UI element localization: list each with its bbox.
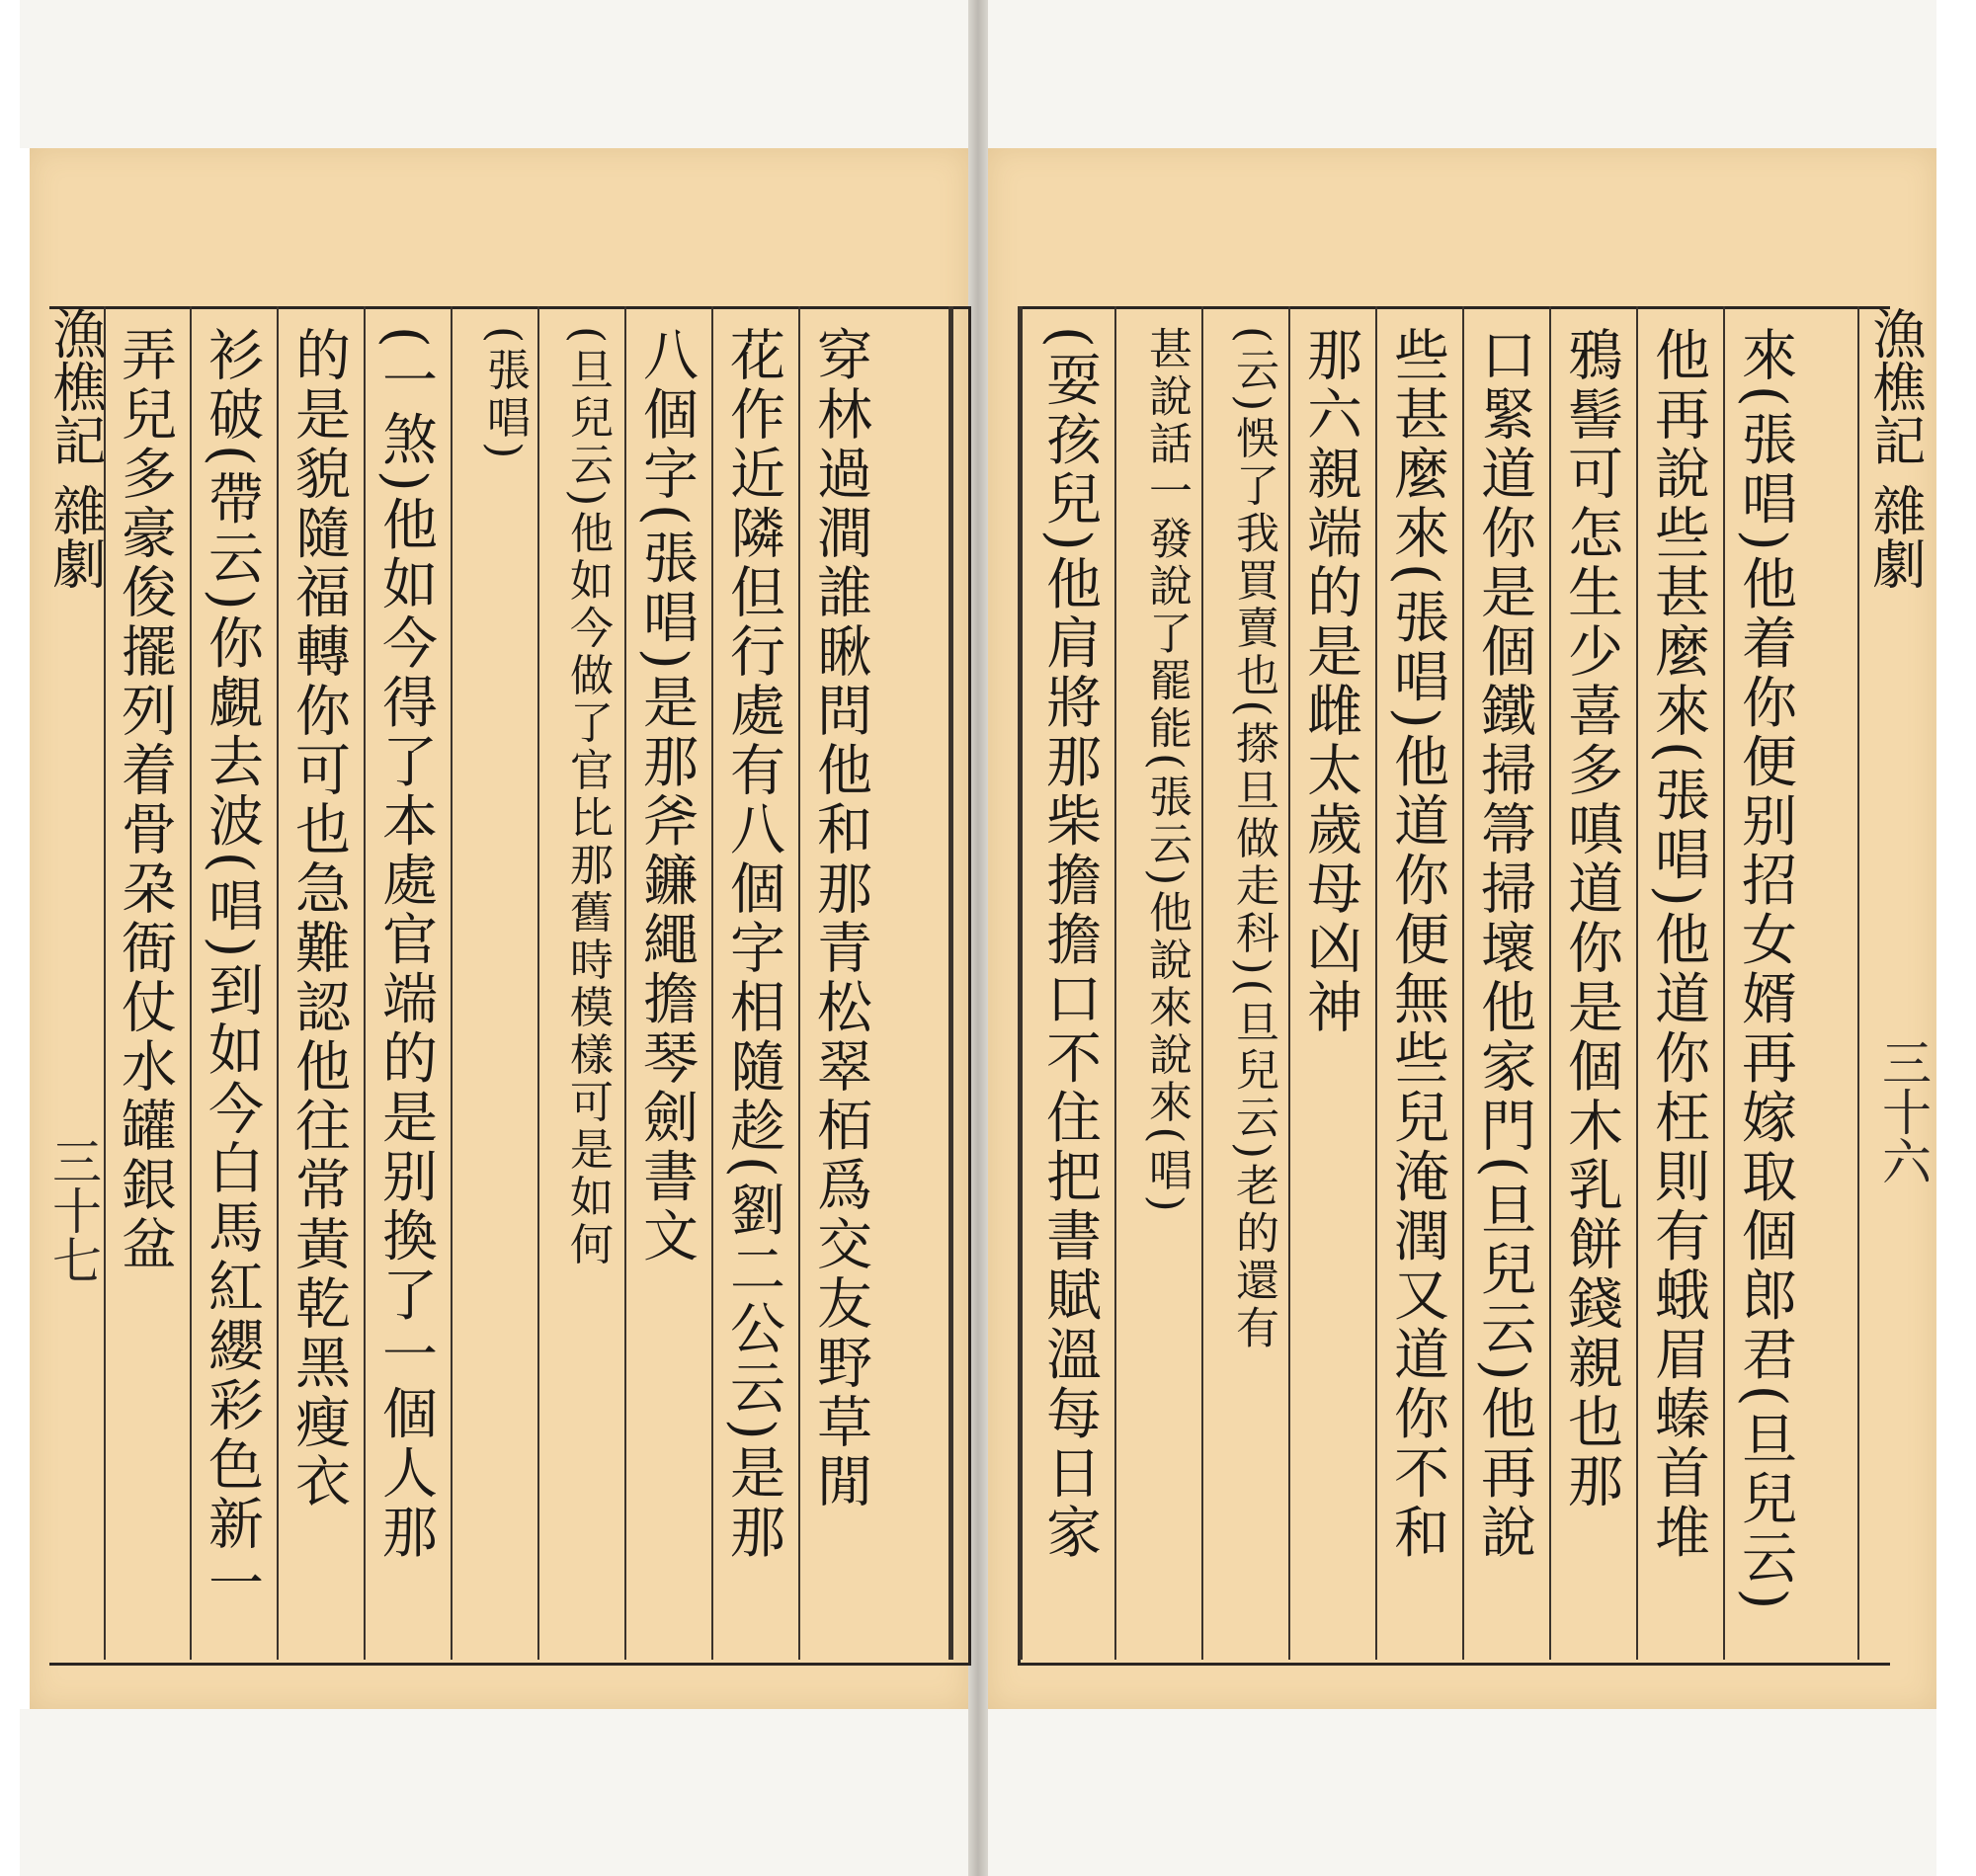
left-col-5: (張唱)	[479, 326, 530, 463]
left-margin-title: 漁樵記 雜劇	[44, 306, 107, 591]
left-rule-0	[104, 306, 106, 1660]
paper-bottom-edge-left	[20, 1709, 968, 1876]
left-col-9: 弄兒多豪俊擺列着骨朶衙仗水罐銀盆	[113, 326, 177, 1274]
left-rule-3	[364, 306, 366, 1660]
left-page	[30, 148, 968, 1709]
right-margin-title: 漁樵記 雜劇	[1864, 306, 1927, 591]
right-col-2: 他再說些甚麼來(張唱)他道你枉則有蛾眉螓首堆	[1646, 326, 1710, 1563]
left-col-6: (一煞)他如今得了本處官端的是别換了一個人那	[373, 326, 438, 1563]
right-col-8: 甚說話一發說了罷能(張云)他說來說來(唱)	[1141, 326, 1192, 1216]
right-col-4: 口緊道你是個鐵掃箒掃壞他家門(旦兒云)他再說	[1472, 326, 1536, 1563]
left-rule-main	[948, 306, 953, 1660]
right-folio: 三十六	[1874, 1037, 1932, 1185]
left-rule-4	[451, 306, 453, 1660]
right-rule-8	[1723, 306, 1725, 1660]
right-rule-7	[1636, 306, 1638, 1660]
paper-top-edge-right	[988, 0, 1936, 148]
right-col-1: 來(張唱)他着你便别招女婿再嫁取個郎君(旦兒云)	[1733, 326, 1797, 1614]
book-gutter	[968, 0, 988, 1876]
right-rule-3	[1288, 306, 1290, 1660]
right-col-7: (云)悞了我買賣也(搽旦做走科)(旦兒云)老的還有	[1228, 326, 1278, 1352]
right-rule-5	[1462, 306, 1464, 1660]
left-folio: 三十七	[44, 1136, 102, 1284]
left-col-2: 花作近隣但行處有八個字相隨趁(劉二公云)是那	[721, 326, 785, 1563]
right-rule-1	[1114, 306, 1116, 1660]
left-col-1: 穿林過澗誰瞅問他和那青松翠栢爲交友野草閒	[808, 326, 872, 1511]
left-rule-2	[277, 306, 279, 1660]
right-page	[988, 148, 1936, 1709]
right-col-6: 那六親端的是雌太歲母凶神	[1298, 326, 1362, 1037]
left-col-3: 八個字(張唱)是那斧鐮繩擔琴劍書文	[634, 326, 699, 1266]
right-col-3: 鴉髻可怎生少喜多嗔道你是個木乳餅錢親也那	[1559, 326, 1623, 1511]
left-col-8: 衫破(帶云)你覷去波(唱)到如今白馬紅纓彩色新一	[200, 326, 264, 1614]
left-rule-1	[190, 306, 192, 1660]
right-rule-end	[1857, 306, 1859, 1660]
right-col-5: 些甚麼來(張唱)他道你便無些兒淹潤又道你不和	[1385, 326, 1449, 1563]
paper-bottom-edge-right	[988, 1709, 1936, 1876]
right-col-9: (耍孩兒)他肩將那柴擔擔口不住把書賦溫每日家	[1037, 326, 1102, 1563]
right-rule-4	[1375, 306, 1377, 1660]
left-rule-7	[711, 306, 713, 1660]
left-rule-5	[537, 306, 539, 1660]
left-col-7: 的是貌隨福轉你可也急難認他往常黃乾黑瘦衣	[287, 326, 351, 1511]
right-rule-6	[1549, 306, 1551, 1660]
left-col-4: (旦兒云)他如今做了官比那舊時模樣可是如何	[562, 326, 613, 1269]
right-rule-main	[1018, 306, 1023, 1660]
right-rule-2	[1201, 306, 1203, 1660]
left-rule-8	[798, 306, 800, 1660]
left-rule-6	[624, 306, 626, 1660]
paper-top-edge-left	[20, 0, 968, 148]
